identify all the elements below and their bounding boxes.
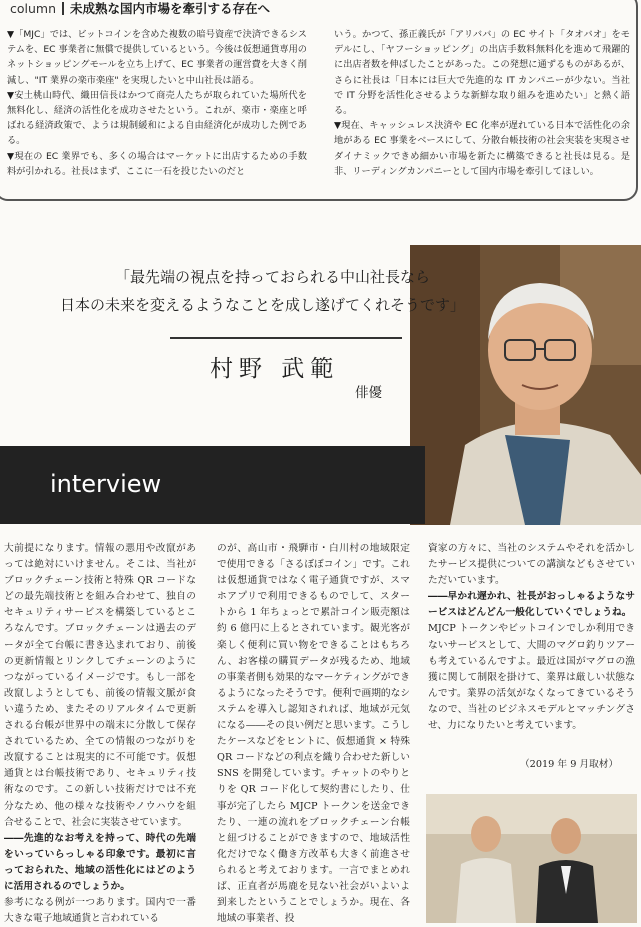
speaker-photo-illustration <box>410 245 641 525</box>
body-column-3 <box>428 541 635 734</box>
column-left-text <box>7 27 307 179</box>
body-paragraph: 参考になる例が一つあります。国内で一番大きな電子地域通貨と言われている <box>4 897 196 925</box>
column-right-text <box>334 27 630 179</box>
column-paragraph: ▼安土桃山時代、織田信長はかつて商売人たちが取られていた場所代を無料化し、経済の活性化を成功させたという。これが、楽市・楽座と呼ばれる経済政策で、ようは規制緩和による自由経済化が成功した例である。 <box>7 89 307 147</box>
speaker-name: 村野 武範 <box>210 356 340 382</box>
column-header <box>10 0 270 17</box>
speaker-role: 俳優 <box>355 385 382 401</box>
interview-date-note: （2019 年 9 月取材） <box>520 759 619 770</box>
interview-label: interview <box>50 470 162 498</box>
body-paragraph: 資家の方々に、当社のシステムやそれを活かしたサービス提供についての講演などもさせていただいています。 <box>428 543 635 587</box>
two-person-photo <box>426 794 637 923</box>
column-paragraph: いう。かつて、孫正義氏が「アリババ」の EC サイト「タオバオ」をモデルにし、「ヤフーショッピング」の出店手数料無料化を進めて飛躍的に出店者数を伸ばしたことがあった。この発想に通ずるものがあるが、さらに社長は「日本には巨大で先進的な IT カンパニーが少ない。当社で IT 分野を活性化させるような新鮮な取り組みを進めたい」と熱く語る。 <box>334 29 630 117</box>
column-paragraph: ▼現在、キャッシュレス決済や EC 化率が遅れている日本で活性化の余地がある EC 事業をベースにして、分散台帳技術の社会実装を実現させダイナミックできめ細かい市場を新たに構築できると社長は見る。是非、リーディングカンパニーとして国内市場を牽引してほしい。 <box>334 120 630 177</box>
pull-quote-line-2: 日本の未来を変えるようなことを成し遂げてくれそうです」 <box>60 296 466 314</box>
body-paragraph: のが、高山市・飛騨市・白川村の地域限定で使用できる「さるぼぼコイン」です。これは仮想通貨ではなく電子通貨ですが、スマホアプリで利用できるものでして、スタートから 1 年ちょっとで累計コイン販売額は約 6 億円に上るとされています。観光客が楽しく便利に買い物をできることはもちろん、お客様の購買データが残るため、地域の事業者側も効果的なマーケティングができるようになったそうです。便利で画期的なシステムを導入し認知されれば、地域が元気になる――その良い例だと思います。こうしたケースなどをヒントに、仮想通貨 × 特殊 QR コードなどの利点を織り合わせた新しい SNS を開発しています。チャットのやりとりを QR コード化して契約書にしたり、仕事が完了したら MJCP トークンを送金できたり、一連の流れをブロックチェーン台帳と紐づけることができますので、地域活性化だけでなく働き方改革も大きく前進させられると考えております。一言でまとめれば、正直者が馬鹿を見ない社会がいよいよ到来したということでしょうか。現在、各地域の事業者、投 <box>217 543 410 925</box>
body-paragraph: MJCP トークンやビットコインでしか利用できないサービスとして、大間のマグロ釣りツアーも考えているんですよ。最近は国がマグロの漁獲に関して制限を掛けて、業界は厳しい状態なんです。業界の活気がなくなってきているそうなので、当社のビジネスモデルとマッチングさせ、力になりたいと考えています。 <box>428 623 635 732</box>
body-paragraph: 大前提になります。情報の悪用や改竄があっては絶対にいけません。そこは、当社がブロックチェーン技術と特殊 QR コードなどの最先端技術とを組み合わせて、独自のセキュリティサービスを構築しているところなんです。ブロックチェーンは過去のデータが全て台帳に書き込まれており、前後の更新情報とリンクしてチェーンのようにつながっているイメージです。もし一部を改竄しようとしても、前後の情報文脈が食い違うため、またそのリアルタイムで更新される台帳が世界中の端末に分散して保存されているため、全ての情報のつながりを改竄することは現実的に不可能です。仮想通貨とは台帳技術であり、セキュリティ技術なのです。この新しい技術だけでは不充分なため、他の様々な技術やノウハウを組合せることで、社会に実装させています。 <box>4 543 196 828</box>
body-column-2 <box>217 541 410 927</box>
interviewer-question: ――早かれ遅かれ、社長がおっしゃるようなサービスはどんどん一般化していくでしょうね。 <box>428 591 635 619</box>
column-paragraph: ▼現在の EC 業界でも、多くの場合はマーケットに出店するための手数料が引かれる。社長はまず、ここに一石を投じたいのだと <box>7 150 307 177</box>
column-divider <box>62 2 64 15</box>
column-label: column <box>10 1 57 16</box>
name-rule <box>170 337 402 339</box>
pull-quote-line-1: 「最先端の視点を持っておられる中山社長なら <box>115 268 431 286</box>
interviewer-question: ――先進的なお考えを持って、時代の先端をいっていらっしゃる印象です。最初に言っておられた、地域の活性化にはどのように活用されるのでしょうか。 <box>4 832 196 892</box>
column-title: 未成熟な国内市場を牽引する存在へ <box>70 1 271 16</box>
two-person-photo-illustration <box>426 794 637 923</box>
body-column-1 <box>4 541 196 927</box>
speaker-photo <box>410 245 641 525</box>
column-paragraph: ▼「MJC」では、ビットコインを含めた複数の暗号資産で決済できるシステムを、EC 事業者に無償で提供しているという。今後は仮想通貨専用のネットショッピングモールを立ち上げて、EC 事業者の運営費を大きく削減し、"IT 業界の楽市楽座" を実現したいと中山社長は語る。 <box>7 29 307 86</box>
